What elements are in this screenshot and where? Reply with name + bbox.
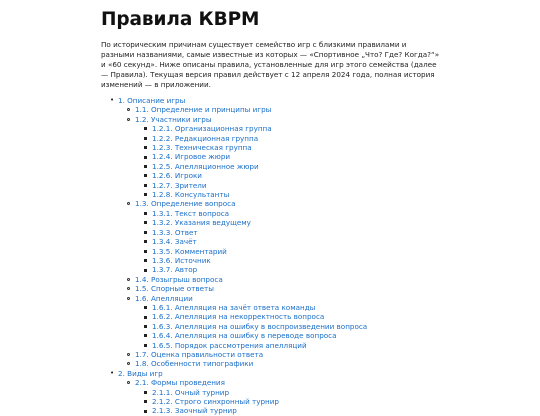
toc-link-2-1[interactable]: 2.1. Формы проведения bbox=[135, 378, 225, 388]
toc-link-1-6-3[interactable]: 1.6.3. Апелляция на ошибку в воспроизведении вопроса bbox=[152, 321, 368, 331]
toc-link-1-3[interactable]: 1.3. Определение вопроса bbox=[135, 199, 236, 209]
toc-link-1-2-8[interactable]: 1.2.8. Консультанты bbox=[152, 190, 230, 200]
toc-link-1-6-4[interactable]: 1.6.4. Апелляция на ошибку в переводе вопроса bbox=[152, 331, 337, 341]
page-title: Правила КВРМ bbox=[101, 9, 260, 30]
toc-item bbox=[135, 228, 440, 237]
toc-item bbox=[135, 247, 440, 256]
toc-item bbox=[118, 275, 440, 284]
toc-item bbox=[135, 237, 440, 246]
toc-item bbox=[135, 406, 440, 415]
toc-link-1-2-5[interactable]: 1.2.5. Апелляционное жюри bbox=[152, 161, 259, 171]
toc-item bbox=[135, 256, 440, 265]
toc-link-1-3-1[interactable]: 1.3.1. Текст вопроса bbox=[152, 208, 230, 218]
toc-link-1-2-3[interactable]: 1.2.3. Техническая группа bbox=[152, 143, 252, 153]
toc-link-1-2-7[interactable]: 1.2.7. Зрители bbox=[152, 180, 207, 190]
toc-item bbox=[118, 199, 440, 274]
toc-item bbox=[118, 294, 440, 350]
toc-item bbox=[118, 350, 440, 359]
toc-link-1-7[interactable]: 1.7. Оценка правильности ответа bbox=[135, 349, 264, 359]
toc-link-1-3-2[interactable]: 1.3.2. Указания ведущему bbox=[152, 218, 251, 228]
toc-item bbox=[135, 143, 440, 152]
toc-item bbox=[135, 303, 440, 312]
toc-link-2-1-1[interactable]: 2.1.1. Очный турнир bbox=[152, 387, 230, 397]
toc-item bbox=[135, 218, 440, 227]
toc-item bbox=[135, 181, 440, 190]
toc-link-1-2-2[interactable]: 1.2.2. Редакционная группа bbox=[152, 133, 259, 143]
toc-link-1-2[interactable]: 1.2. Участники игры bbox=[135, 114, 212, 124]
toc-item bbox=[135, 209, 440, 218]
toc-item bbox=[135, 388, 440, 397]
toc-link-2-1-3[interactable]: 2.1.3. Заочный турнир bbox=[152, 406, 237, 416]
toc-link-1-3-5[interactable]: 1.3.5. Комментарий bbox=[152, 246, 227, 256]
toc-item bbox=[135, 162, 440, 171]
toc-link-1-4[interactable]: 1.4. Розыгрыш вопроса bbox=[135, 274, 223, 284]
toc-item bbox=[135, 124, 440, 133]
toc-item bbox=[135, 322, 440, 331]
toc-link-1-6-5[interactable]: 1.6.5. Порядок рассмотрения апелляций bbox=[152, 340, 307, 350]
toc-link-1-6[interactable]: 1.6. Апелляции bbox=[135, 293, 193, 303]
toc-link-1-1[interactable]: 1.1. Определение и принципы игры bbox=[135, 105, 272, 115]
toc-link-2[interactable]: 2. Виды игр bbox=[118, 368, 163, 378]
toc-item bbox=[135, 171, 440, 180]
toc-item bbox=[118, 284, 440, 293]
toc-item bbox=[135, 341, 440, 350]
toc-link-1-3-6[interactable]: 1.3.6. Источник bbox=[152, 255, 211, 265]
toc-item bbox=[135, 190, 440, 199]
toc-link-1-5[interactable]: 1.5. Спорные ответы bbox=[135, 284, 214, 294]
toc-item bbox=[135, 331, 440, 340]
intro-paragraph: По историческим причинам существует семейство игр с близкими правилами и разными названиями, самые известные из которых — «Спортивное „Что? Где? Когда?“» и «60 секунд». Ниже описаны правила, установленные для игр этого семейства (далее — Правила). Текущая версия правил действует с 12 апреля 2024 года, полная история изменений — в приложении. bbox=[101, 40, 440, 89]
toc-item bbox=[118, 359, 440, 368]
toc-link-1-3-7[interactable]: 1.3.7. Автор bbox=[152, 265, 198, 275]
toc-item bbox=[118, 115, 440, 200]
toc-link-1-2-4[interactable]: 1.2.4. Игровое жюри bbox=[152, 152, 231, 162]
toc-item bbox=[135, 265, 440, 274]
toc-link-1-3-3[interactable]: 1.3.3. Ответ bbox=[152, 227, 198, 237]
toc-link-1-6-1[interactable]: 1.6.1. Апелляция на зачёт ответа команды bbox=[152, 302, 316, 312]
toc-item bbox=[118, 378, 440, 416]
toc-link-1[interactable]: 1. Описание игры bbox=[118, 96, 186, 105]
toc-link-1-8[interactable]: 1.8. Особенности типографики bbox=[135, 359, 254, 369]
toc-item bbox=[135, 134, 440, 143]
toc-item bbox=[101, 96, 440, 369]
toc-link-1-2-1[interactable]: 1.2.1. Организационная группа bbox=[152, 124, 272, 134]
toc-item bbox=[101, 369, 440, 416]
toc-item bbox=[135, 312, 440, 321]
toc-item bbox=[118, 105, 440, 114]
toc-link-2-1-2[interactable]: 2.1.2. Строго синхронный турнир bbox=[152, 397, 279, 406]
table-of-contents bbox=[101, 96, 440, 416]
toc-link-1-2-6[interactable]: 1.2.6. Игроки bbox=[152, 171, 202, 181]
toc-item bbox=[135, 152, 440, 161]
toc-link-1-6-2[interactable]: 1.6.2. Апелляция на некорректность вопроса bbox=[152, 312, 325, 322]
toc-link-1-3-4[interactable]: 1.3.4. Зачёт bbox=[152, 237, 197, 247]
